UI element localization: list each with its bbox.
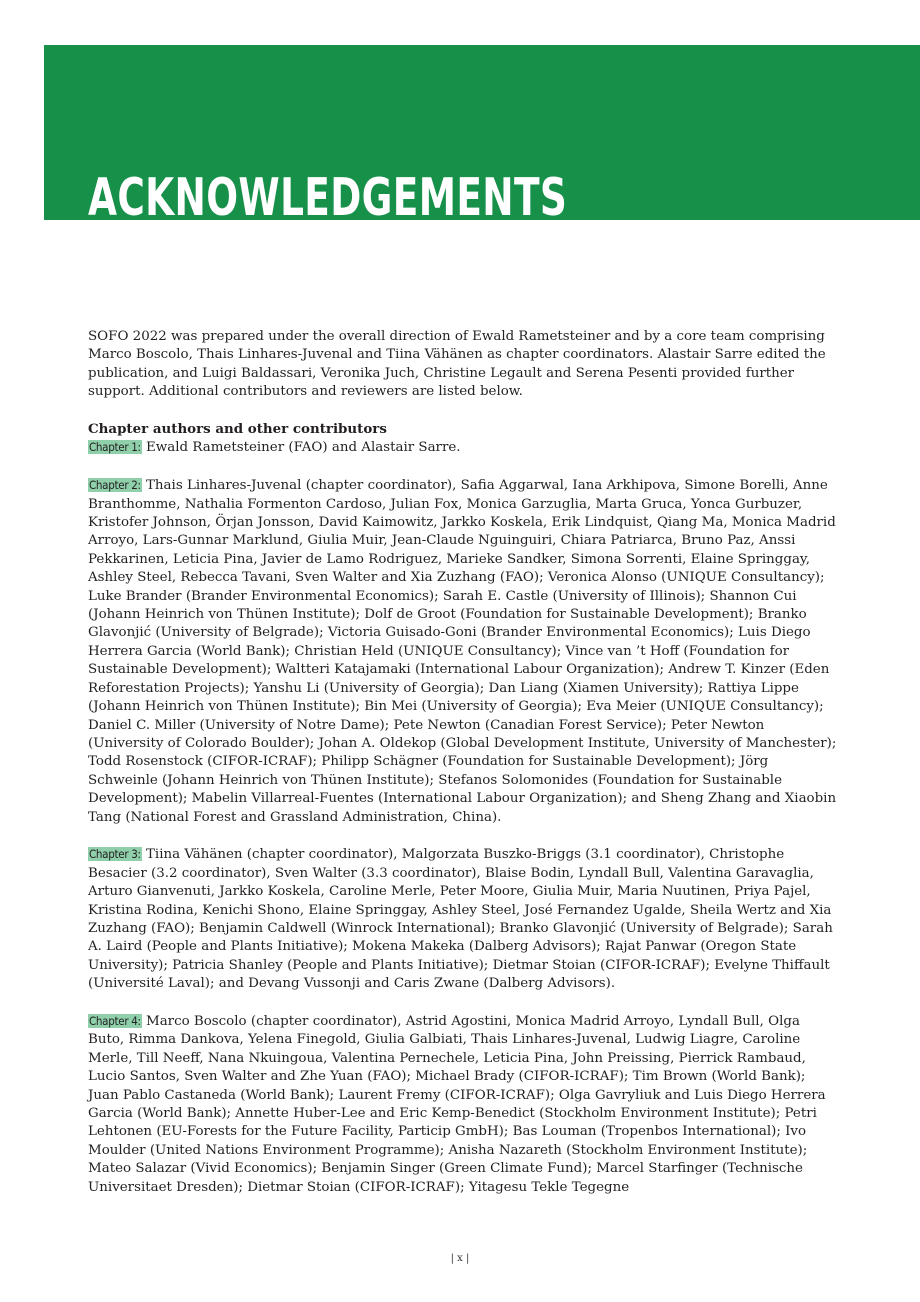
chapter-4-label: Chapter 4: [89, 1013, 141, 1028]
chapter-4-block [88, 1012, 840, 1197]
chapter-1-block [88, 420, 840, 458]
page-number: | x | [450, 1253, 470, 1264]
chapter-3-label: Chapter 3: [89, 847, 141, 862]
chapter-2-block [88, 476, 840, 827]
chapter-1-label: Chapter 1: [89, 440, 141, 455]
chapter-1-contributors: Ewald Rametsteiner (FAO) and Alastair Sarre. [141, 440, 461, 456]
chapter-3-block [88, 845, 840, 993]
page-title: ACKNOWLEDGEMENTS [88, 168, 568, 220]
chapter-2-label: Chapter 2: [89, 478, 141, 493]
section-heading: Chapter authors and other contributors [88, 421, 387, 438]
intro-paragraph: SOFO 2022 was prepared under the overall direction of Ewald Rametsteiner and by a core team comprising Marco Boscolo, Thais Linhares-Juvenal and Tiina Vähänen as chapter coordinators. Alastair Sarre edited the publication, and Luigi Baldassari, Veronika Juch, Christine Legault and Serena Pesenti provided further support. Additional contributors and reviewers are listed below. [88, 329, 826, 400]
chapter-3-contributors: Tiina Vähänen (chapter coordinator), Malgorzata Buszko-Briggs (3.1 coordinator), Christophe Besacier (3.2 coordinator), Sven Walter (3.3 coordinator), Blaise Bodin, Lyndall Bull, Valentina Garavaglia, Arturo Gianvenuti, Jarkko Koskela, Caroline Merle, Peter Moore, Giulia Muir, Maria Nuutinen, Priya Pajel, Kristina Rodina, Kenichi Shono, Elaine Springgay, Ashley Steel, José Fernandez Ugalde, Sheila Wertz and Xia Zuzhang (FAO); Benjamin Caldwell (Winrock International); Branko Glavonjić (University of Belgrade); Sarah A. Laird (People and Plants Initiative); Mokena Makeka (Dalberg Advisors); Rajat Panwar (Oregon State University); Patricia Shanley (People and Plants Initiative); Dietmar Stoian (CIFOR-ICRAF); Evelyne Thiffault (Université Laval); and Devang Vussonji and Caris Zwane (Dalberg Advisors). [88, 847, 833, 992]
chapter-2-contributors: Thais Linhares-Juvenal (chapter coordinator), Safia Aggarwal, Iana Arkhipova, Simone Borelli, Anne Branthomme, Nathalia Formenton Cardoso, Julian Fox, Monica Garzuglia, Marta Gruca, Yonca Gurbuzer, Kristofer Johnson, Örjan Jonsson, David Kaimowitz, Jarkko Koskela, Erik Lindquist, Qiang Ma, Monica Madrid Arroyo, Lars-Gunnar Marklund, Giulia Muir, Jean-Claude Nguinguiri, Chiara Patriarca, Bruno Paz, Anssi Pekkarinen, Leticia Pina, Javier de Lamo Rodriguez, Marieke Sandker, Simona Sorrenti, Elaine Springgay, Ashley Steel, Rebecca Tavani, Sven Walter and Xia Zuzhang (FAO); Veronica Alonso (UNIQUE Consultancy); Luke Brander (Brander Environmental Economics); Sarah E. Castle (University of Illinois); Shannon Cui (Johann Heinrich von Thünen Institute); Dolf de Groot (Foundation for Sustainable Development); Branko Glavonjić (University of Belgrade); Victoria Guisado-Goni (Brander Environmental Economics); Luis Diego Herrera Garcia (World Bank); Christian Held (UNIQUE Consultancy); Vince van ’t Hoff (Foundation for Sustainable Development); Waltteri Katajamaki (International Labour Organization); Andrew T. Kinzer (Eden Reforestation Projects); Yanshu Li (University of Georgia); Dan Liang (Xiamen University); Rattiya Lippe (Johann Heinrich von Thünen Institute); Bin Mei (University of Georgia); Eva Meier (UNIQUE Consultancy); Daniel C. Miller (University of Notre Dame); Pete Newton (Canadian Forest Service); Peter Newton (University of Colorado Boulder); Johan A. Oldekop (Global Development Institute, University of Manchester); Todd Rosenstock (CIFOR-ICRAF); Philipp Schägner (Foundation for Sustainable Development); Jörg Schweinle (Johann Heinrich von Thünen Institute); Stefanos Solomonides (Foundation for Sustainable Development); Mabelin Villarreal-Fuentes (International Labour Organization); and Sheng Zhang and Xiaobin Tang (National Forest and Grassland Administration, China). [88, 478, 837, 825]
chapter-4-contributors: Marco Boscolo (chapter coordinator), Astrid Agostini, Monica Madrid Arroyo, Lyndall Bull, Olga Buto, Rimma Dankova, Yelena Finegold, Giulia Galbiati, Thais Linhares-Juvenal, Ludwig Liagre, Caroline Merle, Till Neeff, Nana Nkuingoua, Valentina Pernechele, Leticia Pina, John Preissing, Pierrick Rambaud, Lucio Santos, Sven Walter and Zhe Yuan (FAO); Michael Brady (CIFOR-ICRAF); Tim Brown (World Bank); Juan Pablo Castaneda (World Bank); Laurent Fremy (CIFOR-ICRAF); Olga Gavryliuk and Luis Diego Herrera Garcia (World Bank); Annette Huber-Lee and Eric Kemp-Benedict (Stockholm Environment Institute); Petri Lehtonen (EU-Forests for the Future Facility, Particip GmbH); Bas Louman (Tropenbos International); Ivo Moulder (United Nations Environment Programme); Anisha Nazareth (Stockholm Environment Institute); Mateo Salazar (Vivid Economics); Benjamin Singer (Green Climate Fund); Marcel Starfinger (Technische Universitaet Dresden); Dietmar Stoian (CIFOR-ICRAF); Yitagesu Tekle Tegegne [88, 1013, 826, 1195]
acknowledgements-body [88, 328, 840, 1215]
